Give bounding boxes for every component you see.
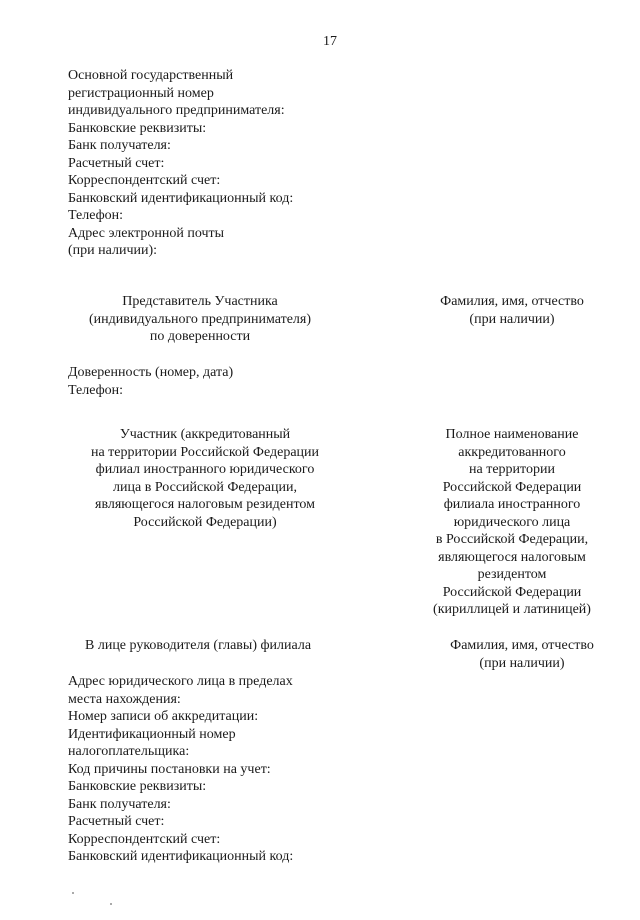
label-line: лица в Российской Федерации,: [113, 479, 297, 495]
detail-line: Адрес юридического лица в пределах: [68, 674, 293, 689]
detail-line: Банковские реквизиты:: [68, 779, 207, 794]
detail-line: Банковский идентификационный код:: [68, 849, 294, 864]
detail-line: Доверенность (номер, дата): [68, 365, 234, 380]
label-line: Российской Федерации: [442, 479, 582, 495]
label-line: Фамилия, имя, отчество: [450, 638, 594, 653]
detail-line: налогоплательщика:: [68, 744, 190, 759]
branch-details: [68, 673, 293, 866]
detail-line: Код причины постановки на учет:: [68, 761, 271, 777]
label-line: Представитель Участника: [122, 294, 278, 309]
label-line: (индивидуального предпринимателя): [88, 311, 312, 327]
label-line: филиала иностранного: [443, 497, 581, 512]
detail-line: Корреспондентский счет:: [68, 831, 221, 847]
entrepreneur-details: [68, 67, 293, 260]
head-of-branch-label: В лице руководителя (главы) филиала: [85, 638, 312, 653]
detail-line: Номер записи об аккредитации:: [68, 709, 259, 724]
label-line: Полное наименование: [445, 427, 579, 442]
label-line: (при наличии): [479, 655, 565, 671]
detail-line: Корреспондентский счет:: [68, 173, 221, 188]
label-line: Фамилия, имя, отчество: [440, 294, 584, 309]
detail-line: Банковские реквизиты:: [68, 120, 207, 136]
label-line: на территории Российской Федерации: [90, 444, 320, 460]
label-line: филиал иностранного юридического: [95, 462, 315, 477]
detail-line: Телефон:: [68, 208, 124, 223]
label-line: аккредитованного: [458, 444, 566, 460]
label-line: (кириллицей и латиницей): [433, 602, 591, 617]
detail-line: Расчетный счет:: [68, 155, 165, 171]
detail-line: (при наличии):: [68, 243, 158, 258]
detail-line: Банк получателя:: [68, 138, 171, 153]
detail-line: Расчетный счет:: [68, 814, 165, 829]
label-line: являющегося налоговым: [438, 549, 586, 565]
detail-line: Идентификационный номер: [68, 726, 236, 742]
label-line: резидентом: [477, 567, 547, 582]
label-line: являющегося налоговым резидентом: [95, 497, 315, 512]
detail-line: Основной государственный: [68, 68, 234, 83]
representative-label: [60, 293, 340, 346]
label-line: в Российской Федерации,: [435, 532, 589, 547]
detail-line: Телефон:: [68, 382, 124, 398]
detail-line: места нахождения:: [68, 691, 181, 707]
representative-name-label: [412, 293, 612, 328]
detail-line: Банковский идентификационный код:: [68, 190, 294, 206]
detail-line: Адрес электронной почты: [68, 225, 225, 241]
label-line: на территории: [469, 462, 555, 477]
scan-speck: [110, 903, 112, 905]
page-number: 17: [323, 34, 337, 49]
detail-line: регистрационный номер: [68, 85, 214, 101]
detail-line: индивидуального предпринимателя:: [68, 103, 285, 118]
scan-speck: [72, 892, 74, 894]
label-line: по доверенности: [149, 329, 251, 344]
participant-label: [60, 426, 350, 531]
label-line: юридического лица: [453, 514, 571, 530]
detail-line: Банк получателя:: [68, 796, 171, 812]
label-line: Российской Федерации): [133, 514, 277, 530]
label-line: Участник (аккредитованный: [119, 427, 291, 442]
label-line: (при наличии): [469, 311, 555, 327]
power-of-attorney: [68, 364, 233, 399]
participant-name-label: [412, 426, 612, 619]
head-name-label: [422, 637, 622, 672]
label-line: Российской Федерации: [442, 584, 582, 600]
